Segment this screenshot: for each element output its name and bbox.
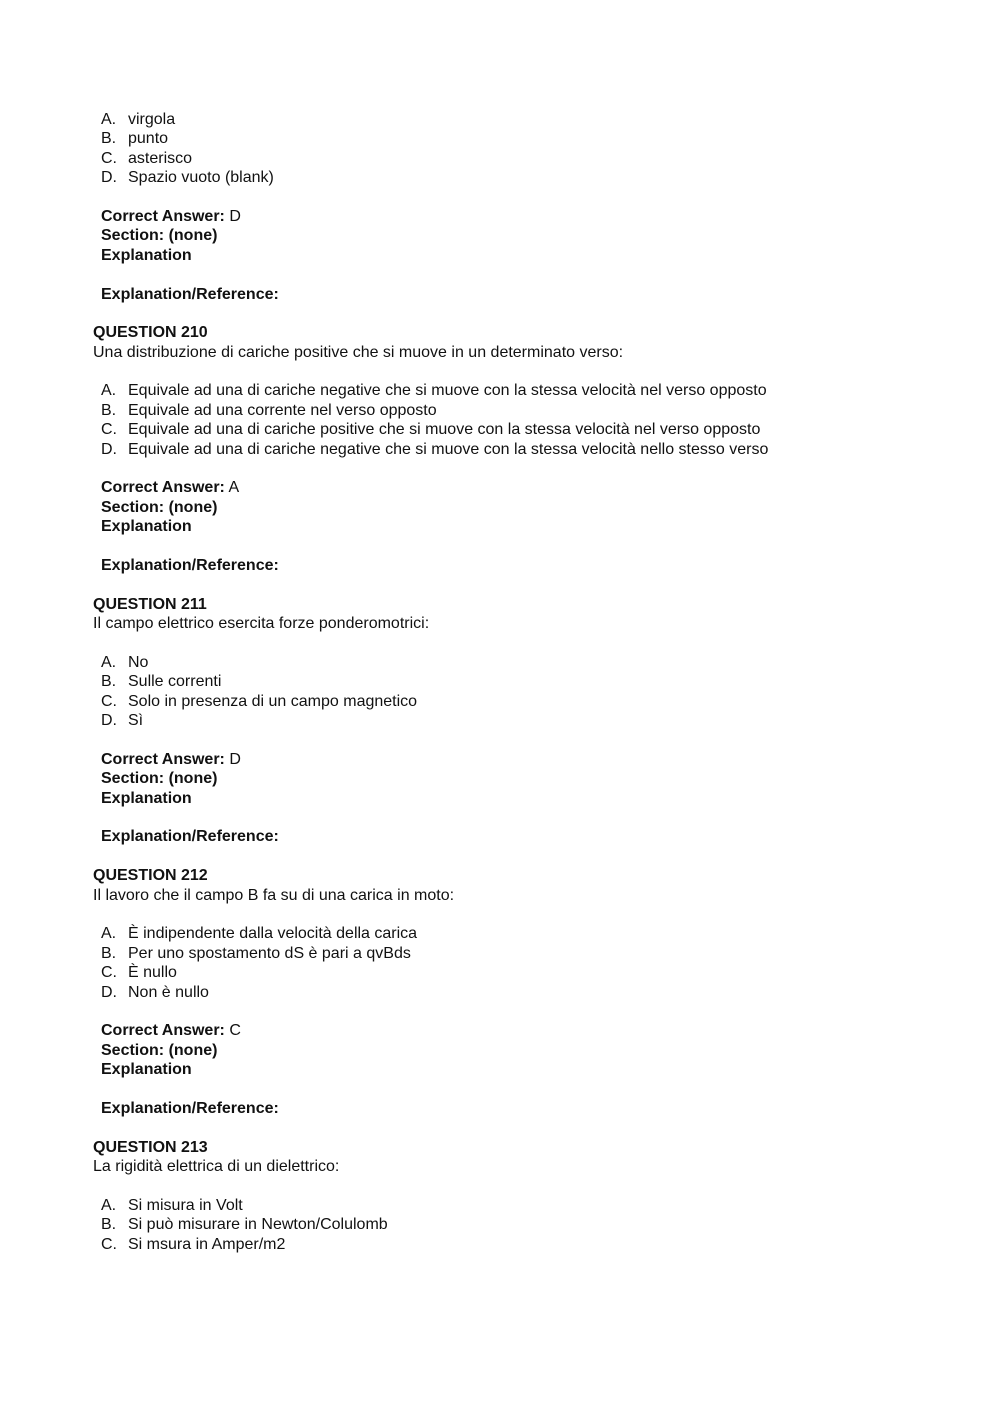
option-item: A. Equivale ad una di cariche negative che si muove con la stessa velocità nel verso opposto: [101, 382, 767, 400]
reference-label: Explanation/Reference:: [101, 285, 279, 303]
explanation-label: Explanation: [101, 246, 192, 264]
question-title: QUESTION 212: [93, 867, 208, 885]
question-block-211: [93, 595, 953, 866]
option-item: A. Si misura in Volt: [101, 1196, 243, 1214]
option-item: B. Si può misurare in Newton/Colulomb: [101, 1216, 388, 1234]
question-title: QUESTION 210: [93, 324, 208, 342]
section-label: Section: (none): [101, 498, 218, 516]
question-block-212: [93, 866, 953, 1137]
correct-answer: Correct Answer: D: [101, 207, 241, 225]
option-item: B. punto: [101, 130, 169, 148]
question-text: Una distribuzione di cariche positive che si muove in un determinato verso:: [93, 343, 624, 361]
option-item: D. Equivale ad una di cariche negative che si muove con la stessa velocità nello stesso verso: [101, 440, 769, 458]
question-block-210: [93, 323, 953, 594]
explanation-label: Explanation: [101, 1061, 192, 1079]
option-item: B. Per uno spostamento dS è pari a qvBds: [101, 944, 411, 962]
correct-answer: Correct Answer: A: [101, 479, 240, 497]
question-text: La rigidità elettrica di un dielettrico:: [93, 1158, 340, 1176]
reference-label: Explanation/Reference:: [101, 828, 279, 846]
document-page: [93, 110, 953, 1254]
option-item: A. È indipendente dalla velocità della carica: [101, 925, 418, 943]
question-text: Il campo elettrico esercita forze ponderomotrici:: [93, 615, 430, 633]
option-item: C. Si msura in Amper/m2: [101, 1235, 286, 1253]
option-item: A. virgola: [101, 111, 176, 128]
option-item: C. asterisco: [101, 149, 193, 167]
option-item: B. Sulle correnti: [101, 673, 222, 691]
explanation-label: Explanation: [101, 518, 192, 536]
prev-question-block: [93, 110, 953, 323]
question-title: QUESTION 213: [93, 1138, 208, 1156]
question-title: QUESTION 211: [93, 595, 207, 613]
section-label: Section: (none): [101, 770, 218, 788]
explanation-label: Explanation: [101, 789, 192, 807]
option-item: B. Equivale ad una corrente nel verso opposto: [101, 401, 437, 419]
option-item: D. Non è nullo: [101, 983, 209, 1001]
option-item: C. Equivale ad una di cariche positive che si muove con la stessa velocità nel verso opposto: [101, 421, 761, 439]
reference-label: Explanation/Reference:: [101, 1099, 279, 1117]
option-item: D. Sì: [101, 712, 144, 730]
section-label: Section: (none): [101, 227, 218, 245]
correct-answer: Correct Answer: D: [101, 750, 241, 768]
option-item: C. È nullo: [101, 964, 177, 982]
section-label: Section: (none): [101, 1041, 218, 1059]
question-text: Il lavoro che il campo B fa su di una carica in moto:: [93, 886, 455, 904]
option-item: C. Solo in presenza di un campo magnetico: [101, 692, 418, 710]
option-item: A. No: [101, 653, 149, 671]
reference-label: Explanation/Reference:: [101, 556, 279, 574]
option-item: D. Spazio vuoto (blank): [101, 169, 274, 187]
question-block-213: [93, 1138, 953, 1254]
correct-answer: Correct Answer: C: [101, 1022, 241, 1040]
